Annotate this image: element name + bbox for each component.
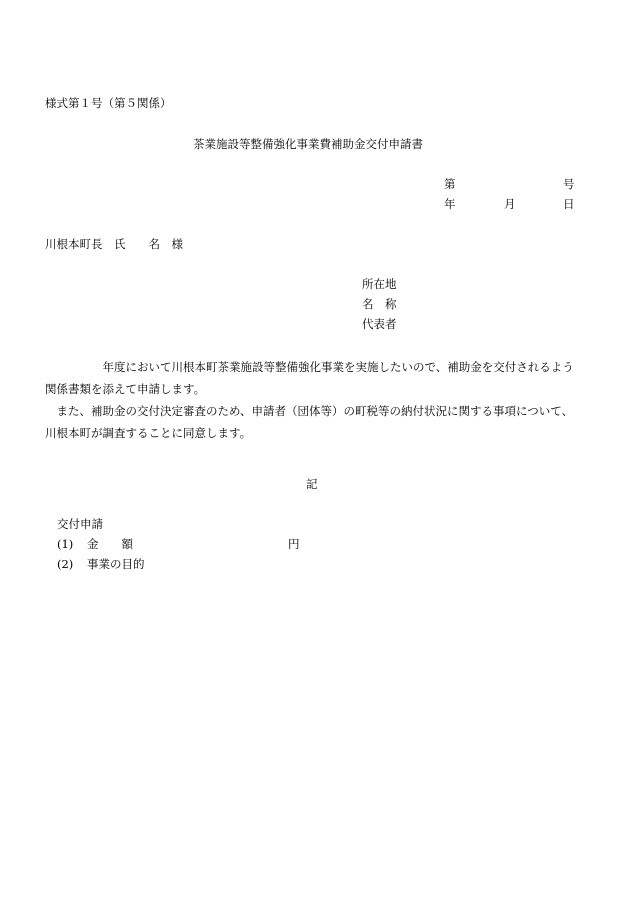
ki-marker: 記 xyxy=(306,477,318,491)
item-unit-yen: 円 xyxy=(288,537,300,551)
applicant-representative-label: 代表者 xyxy=(362,317,397,331)
item-label-purpose: 事業の目的 xyxy=(87,557,145,571)
body-paragraph-2: また、補助金の交付決定審査のため、申請者（団体等）の町税等の納付状況に関する事項について、川根本町が調査することに同意します。 xyxy=(45,404,574,440)
item-label-amount: 金 額 xyxy=(87,537,133,551)
body-text xyxy=(45,356,579,444)
date-month-label: 月 xyxy=(504,197,516,211)
document-title: 茶業施設等整備強化事業費補助金交付申請書 xyxy=(193,137,423,151)
body-paragraph-1: 年度において川根本町茶業施設等整備強化事業を実施したいので、補助金を交付されるよう関係書類を添えて申請します。 xyxy=(45,360,574,396)
applicant-name-label: 名 称 xyxy=(362,297,397,311)
addressee: 川根本町長 氏 名 様 xyxy=(45,237,183,251)
form-number: 様式第１号（第５関係） xyxy=(45,96,172,110)
section-title: 交付申請 xyxy=(57,517,103,531)
doc-number-suffix: 号 xyxy=(563,177,575,191)
doc-number-prefix: 第 xyxy=(444,177,456,191)
applicant-address-label: 所在地 xyxy=(362,277,397,291)
item-number: (1) xyxy=(57,537,74,551)
item-number: (2) xyxy=(57,557,74,571)
date-day-label: 日 xyxy=(563,197,575,211)
date-year-label: 年 xyxy=(444,197,456,211)
